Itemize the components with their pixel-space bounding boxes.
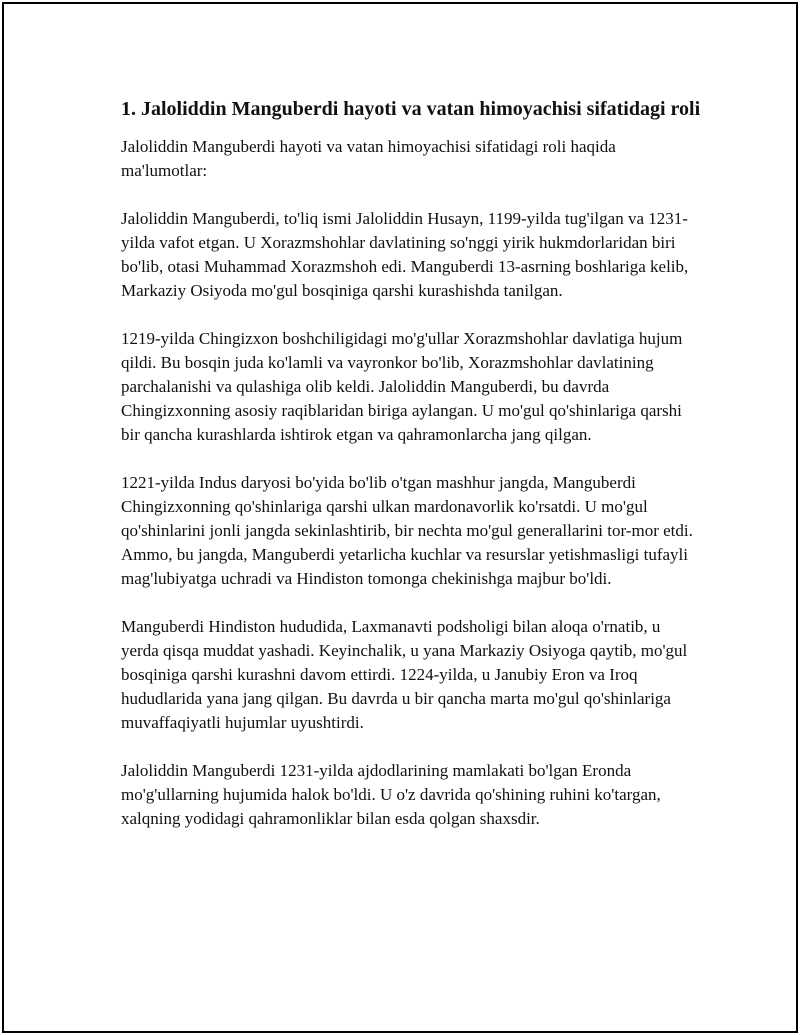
paragraph-mongol-invasion: 1219-yilda Chingizxon boshchiligidagi mo'g'ullar Xorazmshohlar davlatiga hujum qildi. Bu bosqin juda ko'lamli va vayronkor bo'lib, Xorazmshohlar davlatining parchalanishi va qulashiga olib keldi. Jaloliddin Manguberdi, bu davrda Chingizxonning asosiy raqiblaridan biriga aylangan. U mo'gul qo'shinlariga qarshi bir qancha kurashlarda ishtirok etgan va qahramonlarcha jang qilgan. — [121, 329, 683, 444]
paragraph-india-return: Manguberdi Hindiston hududida, Laxmanavti podsholigi bilan aloqa o'rnatib, u yerda qisqa muddat yashadi. Keyinchalik, u yana Markaziy Osiyoga qaytib, mo'gul bosqiniga qarshi kurashni davom ettirdi. 1224-yilda, u Janubiy Eron va Iroq hududlarida yana jang qilgan. Bu davrda u bir qancha marta mo'gul qo'shinlariga muvaffaqiyatli hujumlar uyushtirdi. — [121, 617, 688, 732]
paragraph-intro: Jaloliddin Manguberdi hayoti va vatan himoyachisi sifatidagi roli haqida ma'lumotlar: — [121, 137, 616, 180]
page-frame — [2, 2, 798, 1033]
paragraph-death: Jaloliddin Manguberdi 1231-yilda ajdodlarining mamlakati bo'lgan Eronda mo'g'ullarning hujumida halok bo'ldi. U o'z davrida qo'shining ruhini ko'targan, xalqning yodidagi qahramonliklar bilan esda qolgan shaxsdir. — [121, 761, 661, 828]
document-title: 1. Jaloliddin Manguberdi hayoti va vatan himoyachisi sifatidagi roli — [121, 98, 701, 120]
paragraph-biography: Jaloliddin Manguberdi, to'liq ismi Jaloliddin Husayn, 1199-yilda tug'ilgan va 1231-yilda vafot etgan. U Xorazmshohlar davlatining so'nggi yirik hukmdorlaridan biri bo'lib, otasi Muhammad Xorazmshoh edi. Manguberdi 13-asrning boshlariga kelib, Markaziy Osiyoda mo'gul bosqiniga qarshi kurashishda tanilgan. — [121, 209, 689, 300]
document-body — [121, 96, 701, 855]
paragraph-indus-battle: 1221-yilda Indus daryosi bo'yida bo'lib o'tgan mashhur jangda, Manguberdi Chingizxonning qo'shinlariga qarshi ulkan mardonavorlik ko'rsatdi. U mo'gul qo'shinlarini jonli jangda sekinlashtirib, bir nechta mo'gul generallarini tor-mor etdi. Ammo, bu jangda, Manguberdi yetarlicha kuchlar va resurslar yetishmasligi tufayli mag'lubiyatga uchradi va Hindiston tomonga chekinishga majbur bo'ldi. — [121, 473, 693, 588]
